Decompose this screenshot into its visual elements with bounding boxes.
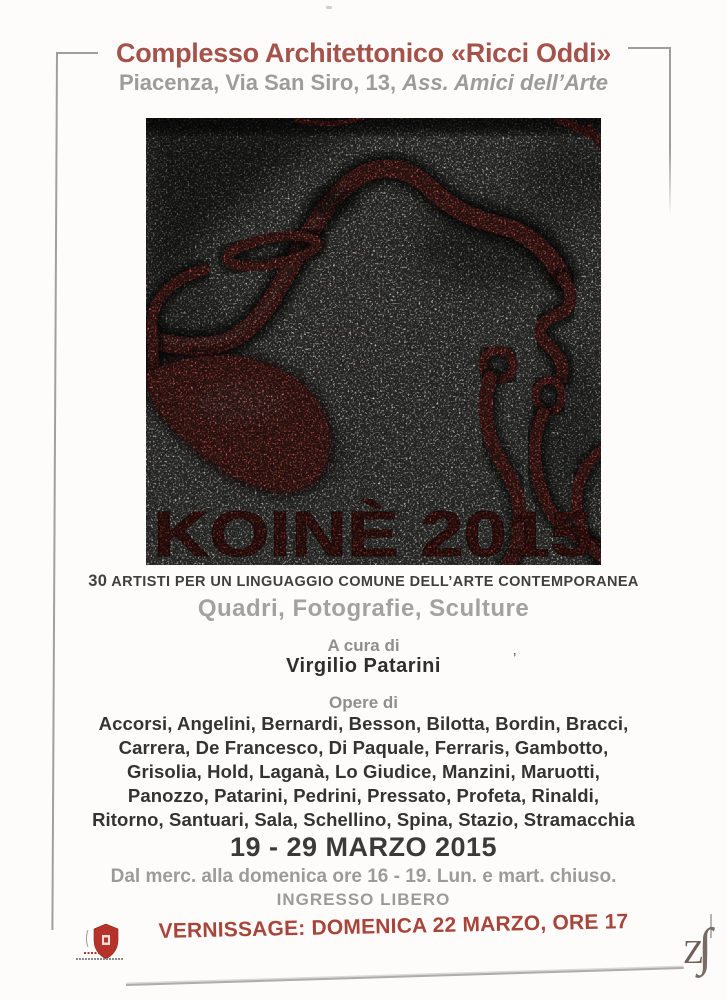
logo-caption-line <box>76 958 124 960</box>
tagline-text: ARTISTI PER UN LINGUAGGIO COMUNE DELL’ARTE CONTEMPORANEA <box>107 574 639 590</box>
works-by-label: Opere di <box>329 693 398 712</box>
subtitle-association: Ass. Amici dell’Arte <box>402 70 609 95</box>
exhibition-dates: 19 - 29 MARZO 2015 <box>229 832 498 862</box>
artwork-grain-coarse <box>146 118 601 565</box>
artists-line: Accorsi, Angelini, Bernardi, Besson, Bilotta, Bordin, Bracci, <box>98 713 629 734</box>
vernissage-line: VERNISSAGE: DOMENICA 22 MARZO, ORE 17 <box>158 910 629 943</box>
artists-line: Panozzo, Patarini, Pedrini, Pressato, Profeta, Rinaldi, <box>127 785 600 806</box>
artists-list <box>0 712 727 832</box>
poster-subtitle <box>0 70 727 96</box>
tagline <box>0 572 727 591</box>
scan-artifact: ’ <box>513 650 517 667</box>
artists-line: Grisolia, Hold, Laganà, Lo Giudice, Manzini, Maruotti, <box>126 761 601 782</box>
tagline-number: 30 <box>88 572 108 590</box>
curated-by-label: A cura di <box>327 636 400 655</box>
poster-title: Complesso Architettonico «Ricci Oddi» <box>116 38 611 68</box>
footer-rule <box>126 967 684 986</box>
opening-hours: Dal merc. alla domenica ore 16 - 19. Lun. e mart. chiuso. <box>110 866 617 887</box>
monogram-f: ∫ <box>698 919 713 976</box>
zl-monogram <box>683 919 727 986</box>
artists-line: Ritorno, Santuari, Sala, Schellino, Spina, Stazio, Stramacchia <box>92 809 635 830</box>
artwork-image <box>146 118 601 565</box>
artists-line: Carrera, De Francesco, Di Paquale, Ferraris, Gambotto, <box>118 737 609 758</box>
free-admission: INGRESSO LIBERO <box>276 890 451 909</box>
curator-name: Virgilio Patarini <box>286 655 441 677</box>
logo-caption-line <box>84 952 110 954</box>
subtitle-address: Piacenza, Via San Siro, 13, <box>118 70 403 95</box>
monogram-z: Z <box>683 934 704 971</box>
scan-dust-speck <box>326 6 332 9</box>
mediums-line: Quadri, Fotografie, Sculture <box>197 595 530 622</box>
